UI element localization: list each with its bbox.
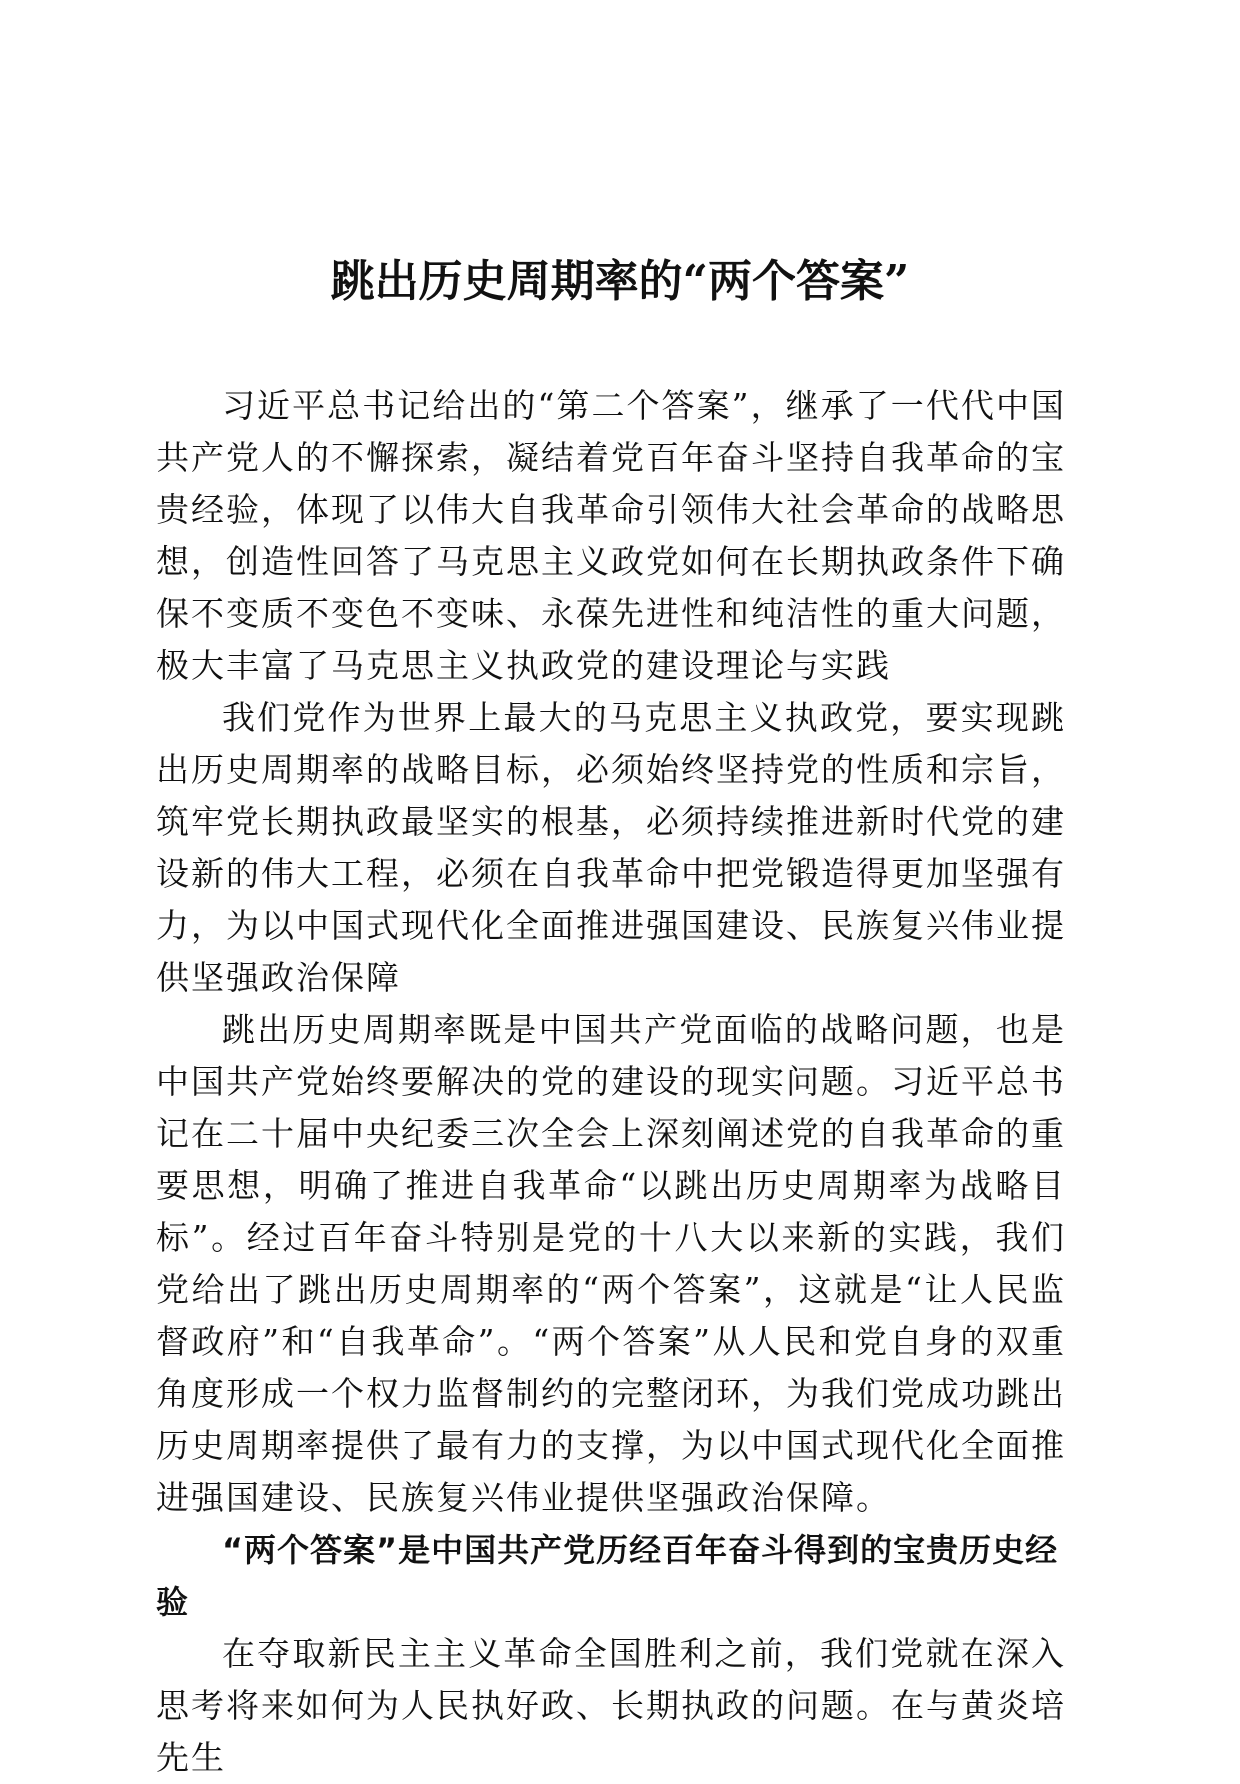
paragraph-4: 在夺取新民主主义革命全国胜利之前，我们党就在深入思考将来如何为人民执好政、长期执政的问题。在与黄炎培先生 xyxy=(156,1634,1066,1777)
section-heading: “两个答案”是中国共产党历经百年奋斗得到的宝贵历史经验 xyxy=(156,1531,1059,1621)
paragraph-3: 跳出历史周期率既是中国共产党面临的战略问题，也是中国共产党始终要解决的党的建设的现实问题。习近平总书记在二十届中央纪委三次全会上深刻阐述党的自我革命的重要思想，明确了推进自我革命“以跳出历史周期率为战略目标”。经过百年奋斗特别是党的十八大以来新的实践，我们党给出了跳出历史周期率的“两个答案”，这就是“让人民监督政府”和“自我革命”。“两个答案”从人民和党自身的双重角度形成一个权力监督制约的完整闭环，为我们党成功跳出历史周期率提供了最有力的支撑，为以中国式现代化全面推进强国建设、民族复兴伟业提供坚强政治保障。 xyxy=(156,1010,1066,1517)
document-title: 跳出历史周期率的“两个答案” xyxy=(330,256,910,307)
document-body xyxy=(156,380,1066,1784)
paragraph-2: 我们党作为世界上最大的马克思主义执政党，要实现跳出历史周期率的战略目标，必须始终坚持党的性质和宗旨，筑牢党长期执政最坚实的根基，必须持续推进新时代党的建设新的伟大工程，必须在自我革命中把党锻造得更加坚强有力，为以中国式现代化全面推进强国建设、民族复兴伟业提供坚强政治保障 xyxy=(156,698,1066,997)
paragraph-1: 习近平总书记给出的“第二个答案”，继承了一代代中国共产党人的不懈探索，凝结着党百年奋斗坚持自我革命的宝贵经验，体现了以伟大自我革命引领伟大社会革命的战略思想，创造性回答了马克思主义政党如何在长期执政条件下确保不变质不变色不变味、永葆先进性和纯洁性的重大问题，极大丰富了马克思主义执政党的建设理论与实践 xyxy=(156,386,1066,685)
